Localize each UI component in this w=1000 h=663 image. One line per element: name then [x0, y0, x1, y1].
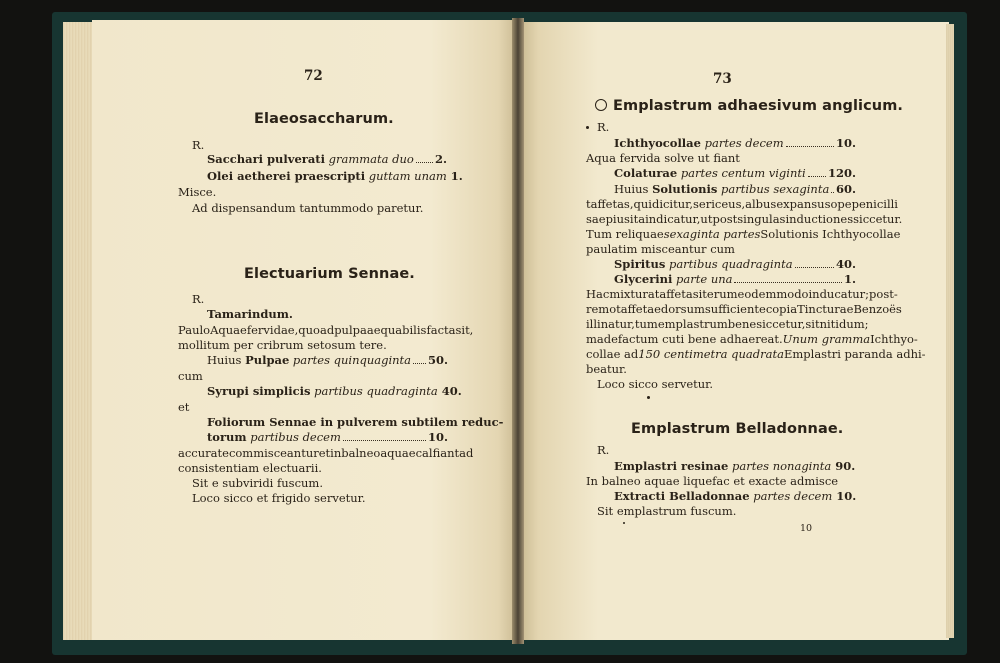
- ingredient-line: Spiritus partibus quadraginta 40.: [614, 257, 856, 271]
- text-line: Loco sicco et frigido servetur.: [192, 491, 366, 505]
- ingredient-line: Ichthyocollae partes decem 10.: [614, 136, 856, 150]
- ingredient-name: Tamarindum.: [207, 307, 293, 321]
- text-line: accurate commisceantur et in balneo aquae calfiant ad: [178, 446, 474, 460]
- text-line: taffetas, qui dicitur, sericeus, albus expansus ope penicilli: [586, 197, 898, 211]
- recipe-marker: R.: [192, 292, 205, 306]
- text-line: Sit e subviridi fuscum.: [192, 476, 323, 490]
- text-line: Hac mixtura taffetas iterum eodem modo inducatur; post-: [586, 287, 898, 301]
- text-line: Tum reliquae sexaginta partes Solutionis Ichthyocollae: [586, 227, 901, 241]
- text-line: remo taffetae dorsum sufficiente copia Tincturae Benzoës: [586, 302, 902, 316]
- text-line: illinatur, tum emplastrum bene siccetur, sit nitidum;: [586, 317, 869, 331]
- book-gutter: [512, 18, 524, 644]
- ingredient-line: Glycerini parte una 1.: [614, 272, 856, 286]
- signature-mark: 10: [800, 523, 813, 534]
- right-page: [521, 22, 949, 640]
- text-line: mollitum per cribrum setosum tere.: [178, 338, 387, 352]
- text-line: madefactum cuti bene adhaereat. Unum gramma Ichthyo-: [586, 332, 918, 346]
- page-number-right: 73: [713, 71, 732, 87]
- recipe-marker: R.: [597, 120, 610, 134]
- dot-mark: [647, 396, 650, 399]
- text-line: In balneo aquae liquefac et exacte admisce: [586, 474, 839, 488]
- ingredient-line: Emplastri resinae partes nonaginta 90.: [614, 459, 856, 473]
- text-line: et: [178, 400, 190, 414]
- recipe-marker: R.: [597, 443, 610, 457]
- text-line: Loco sicco servetur.: [597, 377, 714, 391]
- circle-mark-icon: [595, 99, 607, 111]
- text-line: beatur.: [586, 362, 627, 376]
- page-edges-left: [63, 22, 95, 640]
- text-line: Sit emplastrum fuscum.: [597, 504, 737, 518]
- ingredient-line: Syrupi simplicis partibus quadraginta 40.: [207, 384, 462, 398]
- ingredient-line: Sacchari pulverati grammata duo 2.: [207, 152, 447, 166]
- text-line: Misce.: [178, 185, 217, 199]
- heading-emplastrum-belladonnae: Emplastrum Belladonnae.: [631, 421, 844, 437]
- text-line: Ad dispensandum tantummodo paretur.: [192, 201, 424, 215]
- ingredient-line: Huius Pulpae partes quinquaginta 50.: [207, 353, 448, 367]
- ingredient-name: Foliorum Sennae in pulverem subtilem reduc-: [207, 415, 504, 429]
- ingredient-line: torum partibus decem 10.: [207, 430, 448, 444]
- heading-emplastrum-adhaesivum: Emplastrum adhaesivum anglicum.: [595, 99, 903, 113]
- dot-mark: [623, 522, 625, 524]
- ingredient-line: Colaturae partes centum viginti 120.: [614, 166, 856, 180]
- text-line: saepius ita indicatur, ut post singulas inductiones siccetur.: [586, 212, 903, 226]
- text-line: paulatim misceantur cum: [586, 242, 735, 256]
- text-line: consistentiam electuarii.: [178, 461, 322, 475]
- recipe-marker: R.: [192, 138, 205, 152]
- ingredient-line: Extracti Belladonnae partes decem 10.: [614, 489, 857, 503]
- dot-mark: [586, 126, 589, 129]
- page-edges-right: [946, 24, 954, 638]
- text-line: Aqua fervida solve ut fiant: [586, 151, 740, 165]
- ingredient-line: Olei aetherei praescripti guttam unam 1.: [207, 169, 463, 183]
- text-line: collae ad 150 centimetra quadrata Emplastri paranda adhi-: [586, 347, 926, 361]
- heading-elaeosaccharum: Elaeosaccharum.: [254, 111, 394, 127]
- text-line: cum: [178, 369, 203, 383]
- page-number-left: 72: [304, 68, 323, 84]
- heading-electuarium-sennae: Electuarium Sennae.: [244, 266, 415, 282]
- ingredient-line: Huius Solutionis partibus sexaginta 60.: [614, 182, 856, 196]
- text-line: Paulo Aquae fervidae, quoad pulpa aequabilis facta sit,: [178, 323, 474, 337]
